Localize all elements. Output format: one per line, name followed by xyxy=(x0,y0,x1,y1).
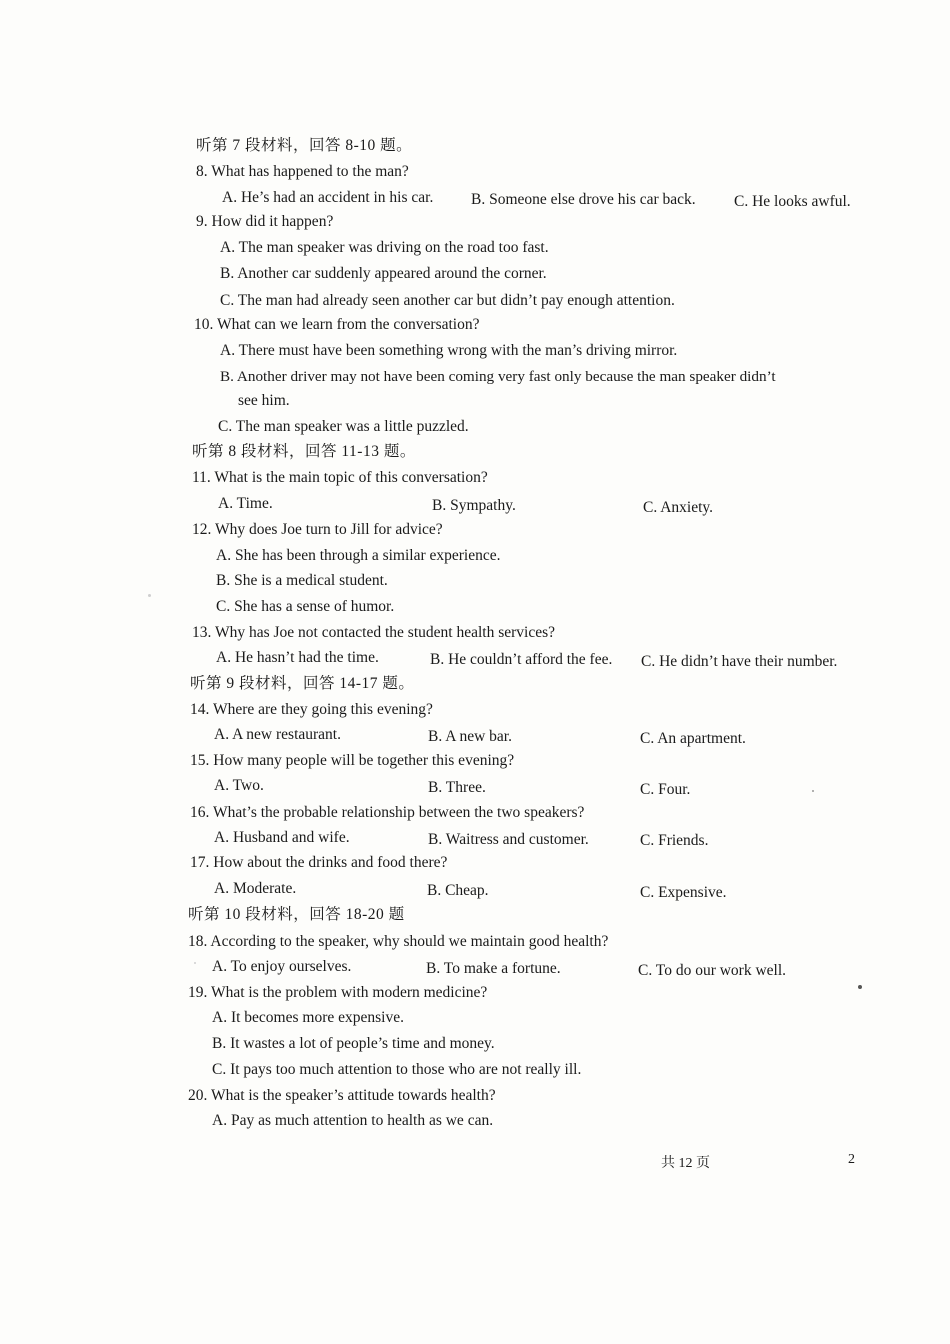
scan-speck xyxy=(812,790,814,792)
question-19-option-c: C. It pays too much attention to those who are not really ill. xyxy=(212,1061,582,1078)
question-14-stem: 14. Where are they going this evening? xyxy=(190,701,433,718)
question-13-option-c: C. He didn’t have their number. xyxy=(641,653,838,670)
question-15-option-a: A. Two. xyxy=(214,777,264,794)
question-10-option-a: A. There must have been something wrong with the man’s driving mirror. xyxy=(220,342,678,359)
section-header-8: 听第 8 段材料，回答 11-13 题。 xyxy=(192,443,416,460)
question-18-option-b: B. To make a fortune. xyxy=(426,960,561,977)
question-8-option-b: B. Someone else drove his car back. xyxy=(471,191,696,208)
question-13-option-a: A. He hasn’t had the time. xyxy=(216,649,379,666)
scan-speck xyxy=(194,962,196,964)
question-10-stem: 10. What can we learn from the conversation? xyxy=(194,316,480,333)
question-12-option-a: A. She has been through a similar experience. xyxy=(216,547,501,564)
question-14-option-b: B. A new bar. xyxy=(428,728,512,745)
question-18-option-c: C. To do our work well. xyxy=(638,962,787,979)
question-10-option-b-continued: see him. xyxy=(238,392,290,409)
section-header-7: 听第 7 段材料，回答 8-10 题。 xyxy=(196,137,413,154)
question-10-option-b: B. Another driver may not have been coming very fast only because the man speaker didn’t xyxy=(220,368,776,385)
section-header-9: 听第 9 段材料，回答 14-17 题。 xyxy=(190,675,415,692)
question-11-stem: 11. What is the main topic of this conversation? xyxy=(192,469,488,486)
question-18-stem: 18. According to the speaker, why should we maintain good health? xyxy=(188,933,609,950)
question-16-option-b: B. Waitress and customer. xyxy=(428,831,589,848)
question-19-stem: 19. What is the problem with modern medicine? xyxy=(188,984,488,1001)
question-16-stem: 16. What’s the probable relationship between the two speakers? xyxy=(190,804,585,821)
page-total: 共 12 页 xyxy=(661,1156,710,1171)
question-18-option-a: A. To enjoy ourselves. xyxy=(212,958,352,975)
question-15-option-b: B. Three. xyxy=(428,779,486,796)
question-16-option-a: A. Husband and wife. xyxy=(214,829,350,846)
question-20-stem: 20. What is the speaker’s attitude towards health? xyxy=(188,1087,496,1104)
question-12-stem: 12. Why does Joe turn to Jill for advice? xyxy=(192,521,443,538)
question-16-option-c: C. Friends. xyxy=(640,832,709,849)
question-11-option-b: B. Sympathy. xyxy=(432,497,516,514)
question-14-option-a: A. A new restaurant. xyxy=(214,726,341,743)
question-17-stem: 17. How about the drinks and food there? xyxy=(190,854,448,871)
page-number: 2 xyxy=(848,1152,855,1167)
scan-speck xyxy=(148,594,151,597)
question-20-option-a: A. Pay as much attention to health as we can. xyxy=(212,1112,494,1129)
question-9-option-c: C. The man had already seen another car but didn’t pay enough attention. xyxy=(220,292,675,309)
question-17-option-a: A. Moderate. xyxy=(214,880,297,897)
question-10-option-c: C. The man speaker was a little puzzled. xyxy=(218,418,469,435)
scan-speck xyxy=(858,985,862,989)
question-8-option-a: A. He’s had an accident in his car. xyxy=(222,189,434,206)
question-8-stem: 8. What has happened to the man? xyxy=(196,163,409,180)
question-15-option-c: C. Four. xyxy=(640,781,691,798)
question-13-option-b: B. He couldn’t afford the fee. xyxy=(430,651,613,668)
question-19-option-a: A. It becomes more expensive. xyxy=(212,1009,404,1026)
question-9-stem: 9. How did it happen? xyxy=(196,213,334,230)
question-14-option-c: C. An apartment. xyxy=(640,730,746,747)
question-17-option-b: B. Cheap. xyxy=(427,882,489,899)
question-8-option-c: C. He looks awful. xyxy=(734,193,851,210)
question-19-option-b: B. It wastes a lot of people’s time and money. xyxy=(212,1035,495,1052)
question-11-option-a: A. Time. xyxy=(218,495,273,512)
section-header-10: 听第 10 段材料，回答 18-20 题 xyxy=(188,906,405,923)
question-11-option-c: C. Anxiety. xyxy=(643,499,714,516)
question-9-option-a: A. The man speaker was driving on the road too fast. xyxy=(220,239,549,256)
question-12-option-c: C. She has a sense of humor. xyxy=(216,598,395,615)
question-12-option-b: B. She is a medical student. xyxy=(216,572,388,589)
question-13-stem: 13. Why has Joe not contacted the student health services? xyxy=(192,624,555,641)
question-17-option-c: C. Expensive. xyxy=(640,884,727,901)
question-15-stem: 15. How many people will be together this evening? xyxy=(190,752,515,769)
question-9-option-b: B. Another car suddenly appeared around the corner. xyxy=(220,265,547,282)
